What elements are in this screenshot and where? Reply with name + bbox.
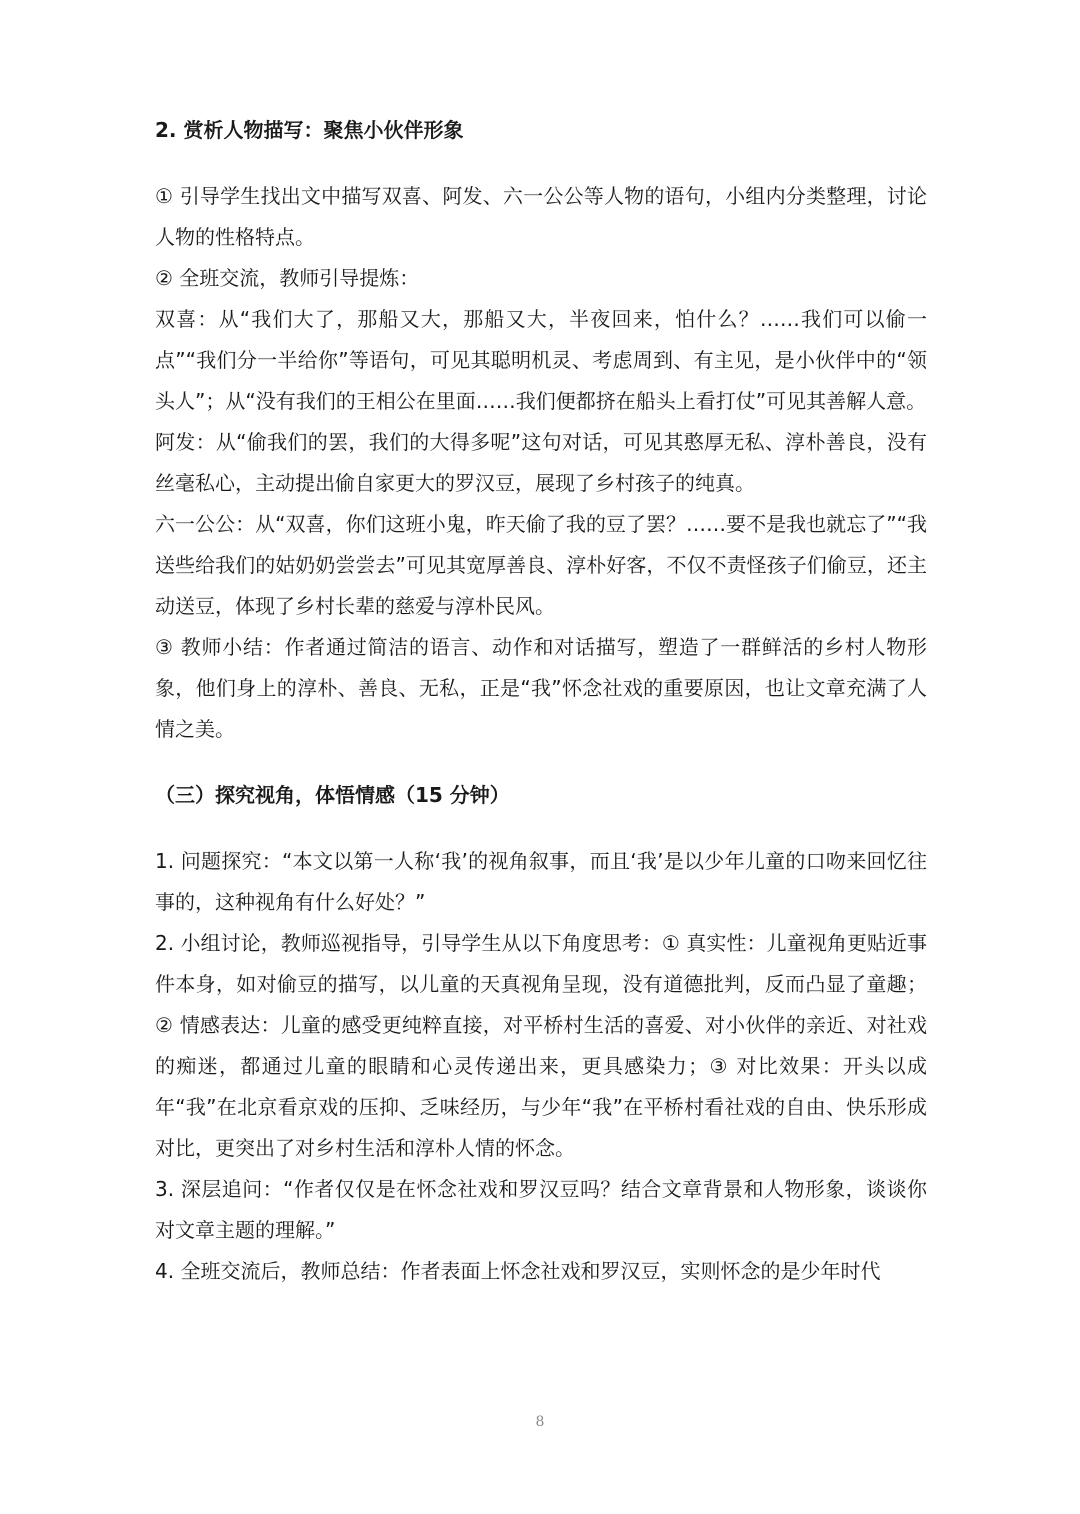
paragraph-question-inquiry: 1. 问题探究：“本文以第一人称‘我’的视角叙事，而且‘我’是以少年儿童的口吻来回忆往事的，这种视角有什么好处？” (155, 849, 927, 914)
section-3-heading: （三）探究视角，体悟情感（15 分钟） (155, 783, 510, 807)
paragraph-teacher-summary: ③ 教师小结：作者通过简洁的语言、动作和对话描写，塑造了一群鲜活的乡村人物形象，他们身上的淳朴、善良、无私，正是“我”怀念社戏的重要原因，也让文章充满了人情之美。 (155, 635, 927, 741)
paragraph-class-summary: 4. 全班交流后，教师总结：作者表面上怀念社戏和罗汉豆，实则怀念的是少年时代 (155, 1259, 881, 1283)
paragraph-liuyi-gonggong: 六一公公：从“双喜，你们这班小鬼，昨天偷了我的豆了罢？……要不是我也就忘了”“我送些给我们的姑奶奶尝尝去”可见其宽厚善良、淳朴好客，不仅不责怪孩子们偷豆，还主动送豆，体现了乡村长辈的慈爱与淳朴民风。 (155, 512, 927, 618)
page-number: 8 (535, 1414, 545, 1430)
paragraph-afa: 阿发：从“偷我们的罢，我们的大得多呢”这句对话，可见其憨厚无私、淳朴善良，没有丝毫私心，主动提出偷自家更大的罗汉豆，展现了乡村孩子的纯真。 (155, 430, 927, 495)
section-2-heading: 2. 赏析人物描写：聚焦小伙伴形象 (155, 118, 464, 142)
paragraph-group-discussion: 2. 小组讨论，教师巡视指导，引导学生从以下角度思考：① 真实性：儿童视角更贴近事件本身，如对偷豆的描写，以儿童的天真视角呈现，没有道德批判，反而凸显了童趣；② 情感表达：儿童的感受更纯粹直接，对平桥村生活的喜爱、对小伙伴的亲近、对社戏的痴迷，都通过儿童的眼睛和心灵传递出来，更具感染力；③ 对比效果：开头以成年“我”在北京看京戏的压抑、乏味经历，与少年“我”在平桥村看社戏的自由、快乐形成对比，更突出了对乡村生活和淳朴人情的怀念。 (155, 931, 927, 1160)
paragraph-guide-find-sentences: ① 引导学生找出文中描写双喜、阿发、六一公公等人物的语句，小组内分类整理，讨论人物的性格特点。 (155, 184, 927, 249)
paragraph-deep-question: 3. 深层追问：“作者仅仅是在怀念社戏和罗汉豆吗？结合文章背景和人物形象，谈谈你对文章主题的理解。” (155, 1177, 927, 1242)
paragraph-shuangxi: 双喜：从“我们大了，那船又大，那船又大，半夜回来，怕什么？……我们可以偷一点”“我们分一半给你”等语句，可见其聪明机灵、考虑周到、有主见，是小伙伴中的“领头人”；从“没有我们的王相公在里面……我们便都挤在船头上看打仗”可见其善解人意。 (155, 307, 927, 413)
paragraph-class-exchange: ② 全班交流，教师引导提炼： (155, 266, 420, 290)
document-page (155, 110, 927, 1292)
